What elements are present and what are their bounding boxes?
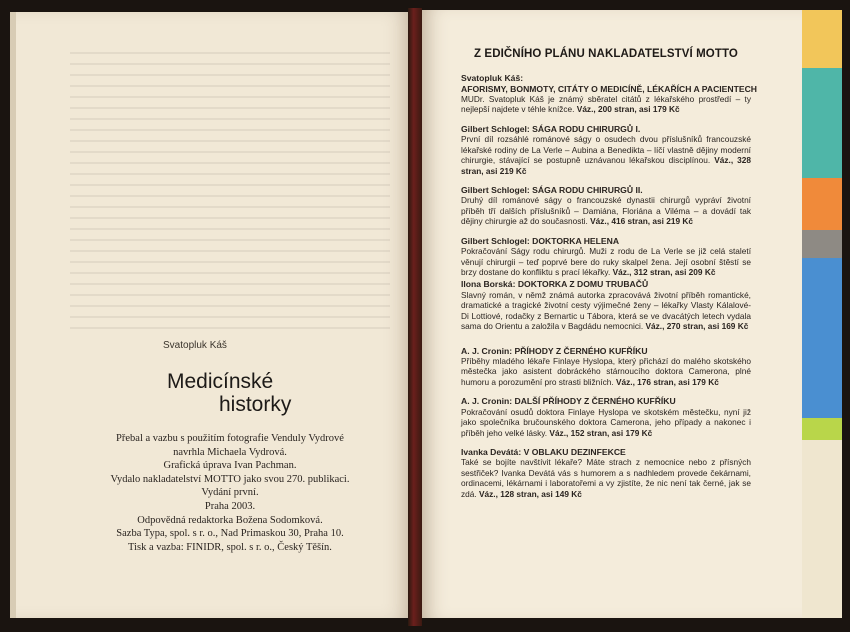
- left-author: Svatopluk Káš: [163, 340, 227, 351]
- colophon-line: Tisk a vazba: FINIDR, spol. s r. o., Český Těšín.: [128, 541, 332, 553]
- entry-heading: [461, 236, 751, 247]
- entry-heading: [461, 447, 751, 458]
- colophon: [95, 432, 365, 554]
- entry-body: [461, 290, 751, 332]
- colophon-line: Přebal a vazbu s použitím fotografie Venduly Vydrové: [116, 433, 344, 444]
- entry-heading: [461, 124, 751, 135]
- colophon-line: Grafická úprava Ivan Pachman.: [163, 460, 297, 472]
- entry-description: První díl rozsáhlé románové ságy o osudech dvou příslušníků francouzské lékařské rodiny de La Verle – Aubina a Benedikta – líčí vlastně dějiny moderní chirurgie, stávající se postupně uznávanou lékařskou disciplínou.: [461, 134, 751, 166]
- entry-description: Pokračování Ságy rodu chirurgů. Muži z rodu de La Verle se již celá staletí věnují chirurgii – teď poprvé bere do ruky skalpel žena. Její osobní štěstí se brzy dostane do konfliktu s prací lékařky.: [461, 246, 751, 277]
- entry-author: Ivanka Devátá:: [461, 446, 522, 457]
- catalog-entry: [461, 124, 751, 176]
- colophon-line: Vydalo nakladatelství MOTTO jako svou 270. publikaci.: [110, 473, 350, 485]
- entry-heading: [461, 279, 751, 290]
- tab-yellow: [802, 10, 842, 68]
- tab-cream: [802, 440, 842, 618]
- entry-body: [461, 356, 751, 387]
- book-gutter: [408, 8, 422, 626]
- entry-author: Gilbert Schlogel:: [461, 184, 530, 195]
- entry-description: Také se bojíte navštívit lékaře? Máte strach z nemocnice nebo z přísných sestřiček? Ivanka Devátá vás s humorem a s nadhledem provede čekárnami, ordinacemi, lékárnami i laboratořemi a vy zjistíte, že nic není tak černé, jak se zdá.: [461, 457, 751, 499]
- entry-description: MUDr. Svatopluk Káš je známý sběratel citátů z lékařského prostředí – ty nejlepší najdete v téhle knížce.: [461, 94, 751, 115]
- entry-meta: Váz., 312 stran, asi 209 Kč: [612, 266, 716, 277]
- entry-body: [461, 134, 751, 176]
- colophon-line: Praha 2003.: [204, 500, 256, 512]
- entry-meta: Váz., 200 stran, asi 179 Kč: [576, 104, 680, 115]
- entry-body: [461, 457, 751, 499]
- entry-meta: Váz., 328 stran, asi 219 Kč: [461, 155, 752, 176]
- colophon-line: navrhla Michaela Vydrová.: [173, 446, 287, 458]
- entry-author: Ilona Borská:: [461, 279, 516, 290]
- entry-heading: [461, 346, 751, 357]
- entry-title: DOKTORKA Z DOMU TRUBAČŮ: [517, 279, 649, 290]
- entry-author: Gilbert Schlogel:: [461, 123, 530, 134]
- entry-body: [461, 246, 751, 277]
- entry-body: [461, 407, 751, 438]
- catalog-entries: [461, 73, 758, 508]
- entry-meta: Váz., 128 stran, asi 149 Kč: [479, 488, 582, 499]
- entry-title: AFORISMY, BONMOTY, CITÁTY O MEDICÍNĚ, LÉKAŘÍCH A PACIENTECH: [461, 83, 758, 94]
- catalog-entry: [461, 73, 758, 115]
- entry-title: DOKTORKA HELENA: [532, 235, 620, 246]
- entry-author: A. J. Cronin:: [461, 345, 513, 356]
- entry-description: Druhý díl románové ságy o francouzské dynastii chirurgů vypráví životní příběh tří dalších příslušníků – Damiána, Floriána a Viléma – a dovádí tak dějiny chirurgie až do současnosti.: [461, 195, 751, 227]
- catalog-entry: [461, 346, 751, 388]
- colophon-line: Odpovědná redaktorka Božena Sodomková.: [137, 514, 323, 526]
- entry-title: DALŠÍ PŘÍHODY Z ČERNÉHO KUFŘÍKU: [514, 396, 676, 407]
- tab-orange: [802, 178, 842, 230]
- entry-body: [461, 94, 751, 115]
- entry-title: SÁGA RODU CHIRURGŮ II.: [532, 184, 643, 195]
- entry-description: Slavný román, v němž známá autorka zpracovává životní příběh romantické, dramatické a tragické životní cesty výjimečné ženy – lékařky Vlasty Kálalové-Di Lottiové, rodačky z Bernartic u Tábora, která se ve dvacátých letech vydala sama do Orientu a založila v Bagdádu nemocnici.: [461, 289, 751, 332]
- book-title: [167, 370, 291, 416]
- entry-body: [461, 195, 751, 226]
- tab-gray: [802, 230, 842, 258]
- page-edge: [10, 12, 16, 618]
- entry-title: SÁGA RODU CHIRURGŮ I.: [532, 123, 641, 134]
- colophon-line: Sazba Typa, spol. s r. o., Nad Primaskou 30, Praha 10.: [116, 528, 344, 540]
- tab-lime: [802, 418, 842, 440]
- entry-title: PŘÍHODY Z ČERNÉHO KUFŘÍKU: [514, 345, 648, 356]
- catalog-entry: [461, 236, 751, 278]
- entry-description: Pokračování osudů doktora Finlaye Hyslopa ve skotském městečku, nyní již jako společníka bručounského doktora Camerona, jeho případy a nakonec i příběh jeho velké lásky.: [461, 406, 751, 438]
- catalog-entry: [461, 279, 751, 331]
- tab-teal: [802, 68, 842, 178]
- entry-description: Příběhy mladého lékaře Finlaye Hyslopa, který přichází do malého skotského městečka jako asistent dobráckého stárnoucího doktora Camerona, plné humoru a porozumění pro strasti bližních.: [461, 356, 751, 387]
- entry-heading: [461, 185, 751, 196]
- entry-author: A. J. Cronin:: [461, 396, 513, 407]
- entry-meta: Váz., 416 stran, asi 219 Kč: [590, 216, 693, 227]
- catalog-heading: Z EDIČNÍHO PLÁNU NAKLADATELSTVÍ MOTTO: [474, 48, 738, 60]
- tab-blue: [802, 258, 842, 418]
- book-title-line2: historky: [219, 393, 292, 416]
- book-title-line1: Medicínské: [167, 370, 274, 393]
- entry-author: Svatopluk Káš:: [461, 73, 524, 83]
- show-through-text: [70, 52, 390, 332]
- entry-meta: Váz., 152 stran, asi 179 Kč: [549, 427, 653, 438]
- entry-title: V OBLAKU DEZINFEKCE: [523, 446, 626, 457]
- entry-meta: Váz., 176 stran, asi 179 Kč: [615, 376, 719, 387]
- color-tab-strip: [802, 10, 842, 618]
- catalog-entry: [461, 396, 751, 438]
- catalog-entry: [461, 185, 751, 227]
- entry-heading: [461, 396, 751, 407]
- catalog-entry: [461, 447, 751, 499]
- entry-meta: Váz., 270 stran, asi 169 Kč: [645, 321, 749, 332]
- colophon-line: Vydání první.: [201, 487, 259, 499]
- entry-author: Gilbert Schlogel:: [461, 235, 530, 246]
